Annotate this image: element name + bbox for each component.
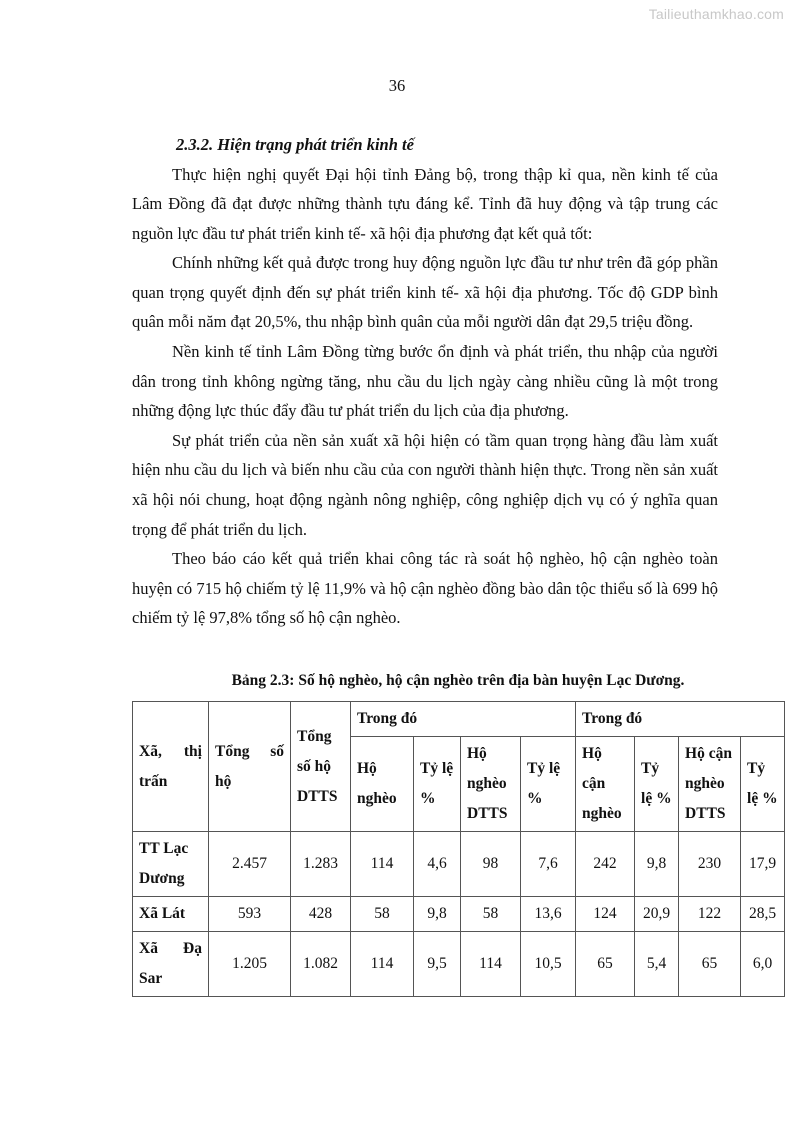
cell-near-poor-dtts: 122 xyxy=(679,897,741,932)
cell-poor-dtts: 58 xyxy=(461,897,521,932)
table-row xyxy=(133,932,785,997)
header-poor: Hộ nghèo xyxy=(351,737,414,832)
header-total-dtts: Tổng số hộ DTTS xyxy=(291,702,351,832)
header-near-poor: Hộ cận nghèo xyxy=(576,737,635,832)
header-near-poor-dtts: Hộ cận nghèo DTTS xyxy=(679,737,741,832)
cell-near-poor-rate: 5,4 xyxy=(635,932,679,997)
header-near-poor-dtts-rate: Tỷ lệ % xyxy=(741,737,785,832)
cell-near-poor-dtts: 65 xyxy=(679,932,741,997)
header-poor-dtts: Hộ nghèo DTTS xyxy=(461,737,521,832)
cell-dtts: 1.283 xyxy=(291,832,351,897)
paragraph-3: Nền kinh tế tỉnh Lâm Đồng từng bước ổn định và phát triển, thu nhập của người dân trong tỉnh không ngừng tăng, nhu cầu du lịch ngày càng nhiều cũng là một trong những động lực thúc đẩy đầu tư phát triển du lịch của địa phương. xyxy=(132,342,718,421)
body-text xyxy=(132,130,718,633)
cell-commune: TT Lạc Dương xyxy=(133,832,209,897)
header-group-poor: Trong đó xyxy=(351,702,576,737)
cell-poor-rate: 4,6 xyxy=(414,832,461,897)
cell-total: 1.205 xyxy=(209,932,291,997)
paragraph-5: Theo báo cáo kết quả triển khai công tác rà soát hộ nghèo, hộ cận nghèo toàn huyện có 715 hộ chiếm tỷ lệ 11,9% và hộ cận nghèo đồng bào dân tộc thiểu số là 699 hộ chiếm tỷ lệ 97,8% tổng số hộ cận nghèo. xyxy=(132,549,718,628)
header-poor-rate: Tỷ lệ % xyxy=(414,737,461,832)
cell-poor: 58 xyxy=(351,897,414,932)
header-near-poor-rate: Tỷ lệ % xyxy=(635,737,679,832)
cell-near-poor: 65 xyxy=(576,932,635,997)
header-poor-dtts-rate: Tỷ lệ % xyxy=(521,737,576,832)
poverty-table xyxy=(132,701,785,997)
cell-poor-dtts-rate: 7,6 xyxy=(521,832,576,897)
table-row xyxy=(133,832,785,897)
cell-total: 593 xyxy=(209,897,291,932)
cell-near-poor: 242 xyxy=(576,832,635,897)
paragraph-1: Thực hiện nghị quyết Đại hội tỉnh Đảng bộ, trong thập kỉ qua, nền kinh tế của Lâm Đồng đã đạt được những thành tựu đáng kể. Tỉnh đã huy động và tập trung các nguồn lực đầu tư phát triển kinh tế- xã hội địa phương đạt kết quả tốt: xyxy=(132,164,718,243)
cell-poor-rate: 9,8 xyxy=(414,897,461,932)
header-commune: Xã, thị trấn xyxy=(133,702,209,832)
cell-near-poor-dtts-rate: 28,5 xyxy=(741,897,785,932)
paragraph-4: Sự phát triển của nền sản xuất xã hội hiện có tầm quan trọng hàng đầu làm xuất hiện nhu cầu du lịch và biến nhu cầu của con người thành hiện thực. Trong nền sản xuất xã hội nói chung, hoạt động ngành nông nghiệp, công nghiệp dịch vụ có ý nghĩa quan trọng để phát triển du lịch. xyxy=(132,430,718,539)
header-group-near-poor: Trong đó xyxy=(576,702,785,737)
header-row-1 xyxy=(133,702,785,737)
cell-near-poor-dtts: 230 xyxy=(679,832,741,897)
cell-near-poor-dtts-rate: 6,0 xyxy=(741,932,785,997)
cell-commune: Xã Đạ Sar xyxy=(133,932,209,997)
cell-poor-dtts-rate: 10,5 xyxy=(521,932,576,997)
table-row xyxy=(133,897,785,932)
cell-near-poor: 124 xyxy=(576,897,635,932)
cell-dtts: 428 xyxy=(291,897,351,932)
cell-near-poor-dtts-rate: 17,9 xyxy=(741,832,785,897)
table-caption: Bảng 2.3: Số hộ nghèo, hộ cận nghèo trên địa bàn huyện Lạc Dương. xyxy=(231,672,685,689)
page-number: 36 xyxy=(388,76,406,95)
paragraph-2: Chính những kết quả được trong huy động nguồn lực đầu tư như trên đã góp phần quan trọng quyết định đến sự phát triển kinh tế- xã hội địa phương. Tốc độ GDP bình quân mỗi năm đạt 20,5%, thu nhập bình quân của mỗi người dân đạt 29,5 triệu đồng. xyxy=(132,253,718,332)
cell-poor-dtts: 98 xyxy=(461,832,521,897)
cell-poor-rate: 9,5 xyxy=(414,932,461,997)
header-total-households: Tổng số hộ xyxy=(209,702,291,832)
section-heading: 2.3.2. Hiện trạng phát triển kinh tế xyxy=(176,135,414,154)
cell-total: 2.457 xyxy=(209,832,291,897)
cell-poor-dtts: 114 xyxy=(461,932,521,997)
cell-poor: 114 xyxy=(351,932,414,997)
cell-dtts: 1.082 xyxy=(291,932,351,997)
cell-poor: 114 xyxy=(351,832,414,897)
cell-commune: Xã Lát xyxy=(133,897,209,932)
cell-poor-dtts-rate: 13,6 xyxy=(521,897,576,932)
cell-near-poor-rate: 9,8 xyxy=(635,832,679,897)
watermark: Tailieuthamkhao.com xyxy=(648,6,784,22)
cell-near-poor-rate: 20,9 xyxy=(635,897,679,932)
